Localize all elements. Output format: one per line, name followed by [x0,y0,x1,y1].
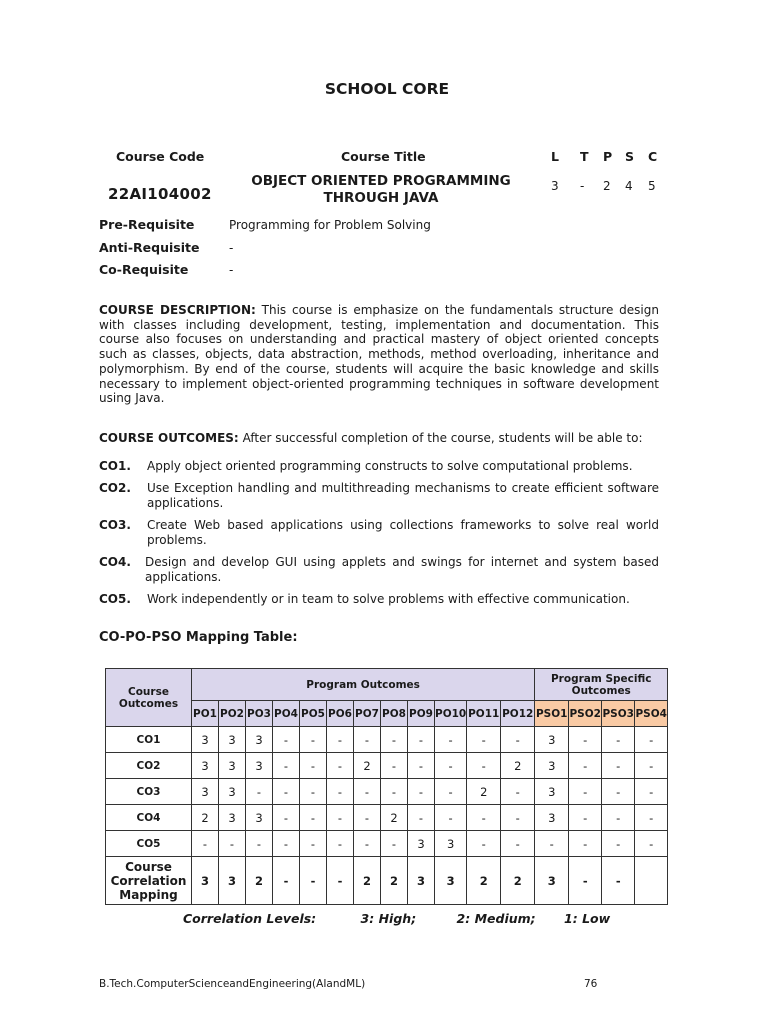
table-cell: - [354,727,381,753]
program-specific-outcomes-group-header: Program Specific Outcomes [535,669,668,701]
ltpsc-header-s: S [625,149,635,164]
course-code: 22AI104002 [108,185,212,203]
summary-row-label: Course Correlation Mapping [106,857,192,905]
table-cell: - [602,753,635,779]
table-cell: - [300,831,327,857]
ltpsc-value-s: 4 [625,179,633,193]
table-cell: 3 [535,753,569,779]
table-row [106,727,668,753]
co-po-pso-mapping-table [105,668,668,905]
table-cell: 3 [246,805,273,831]
ltpsc-value-c: 5 [648,179,656,193]
summary-cell: - [300,857,327,905]
outcome-id: CO2. [99,481,131,495]
table-cell: 2 [354,753,381,779]
summary-row [106,857,668,905]
summary-cell: 2 [501,857,535,905]
po-column-header: PO3 [246,701,273,727]
po-column-header: PO2 [219,701,246,727]
table-cell: - [327,727,354,753]
outcome-id: CO4. [99,555,131,569]
table-cell: 3 [535,779,569,805]
table-cell: - [435,779,467,805]
correlation-levels-label: Correlation Levels: [183,911,317,926]
table-cell: - [408,779,435,805]
table-cell: - [408,753,435,779]
course-title-line2: THROUGH JAVA [323,190,439,206]
table-cell: - [635,831,668,857]
table-cell: - [273,805,300,831]
table-cell: - [501,727,535,753]
table-cell: 3 [219,727,246,753]
outcome-text: Apply object oriented programming constructs to solve computational problems. [147,459,633,473]
table-cell: 3 [535,727,569,753]
antirequisite-label: Anti-Requisite [99,240,200,255]
table-cell: - [300,805,327,831]
table-cell: - [273,831,300,857]
pso-column-header: PSO3 [602,701,635,727]
table-cell: - [246,831,273,857]
table-cell: - [381,831,408,857]
row-label: CO4 [106,805,192,831]
table-cell: 3 [246,753,273,779]
summary-cell: 3 [435,857,467,905]
table-cell: - [467,831,501,857]
table-cell: - [327,779,354,805]
table-cell: - [381,779,408,805]
table-cell: - [219,831,246,857]
table-cell: - [354,805,381,831]
table-cell: 3 [219,753,246,779]
table-cell: 3 [192,753,219,779]
outcome-id: CO1. [99,459,131,473]
course-description-text: This course is emphasize on the fundamentals structure design with classes including development, testing, implementation and documentation. This course also focuses on understanding and practical mastery of object oriented concepts such as classes, objects, data abstraction, methods, method overloading, inheritance and polymorphism. By end of the course, students will acquire the basic knowledge and skills necessary to implement object-oriented programming techniques in software development using Java. [99,303,659,406]
table-cell: 2 [192,805,219,831]
summary-cell: 2 [246,857,273,905]
antirequisite-value: - [229,241,234,255]
table-cell: - [192,831,219,857]
table-cell: - [300,753,327,779]
table-cell: - [569,831,602,857]
ltpsc-header-t: T [580,149,589,164]
po-column-header: PO11 [467,701,501,727]
table-cell: - [602,727,635,753]
table-cell: - [467,753,501,779]
table-row [106,831,668,857]
po-column-header: PO10 [435,701,467,727]
summary-cell: - [569,857,602,905]
table-cell: - [635,727,668,753]
ltpsc-value-t: - [580,179,585,193]
footer-program-name: B.Tech.ComputerScienceandEngineering(AIandML) [99,978,366,990]
table-cell: 3 [219,779,246,805]
summary-cell: 3 [192,857,219,905]
table-cell: - [381,753,408,779]
course-title [232,173,530,207]
table-row [106,753,668,779]
table-cell: 3 [219,805,246,831]
summary-cell: 2 [381,857,408,905]
row-label: CO5 [106,831,192,857]
outcome-id: CO5. [99,592,131,606]
table-cell: 3 [408,831,435,857]
table-cell: - [327,805,354,831]
table-cell: - [273,779,300,805]
row-label: CO2 [106,753,192,779]
outcome-text: Design and develop GUI using applets and swings for internet and system based applications. [145,555,659,584]
po-column-header: PO1 [192,701,219,727]
corequisite-label: Co-Requisite [99,262,189,277]
table-cell: - [635,753,668,779]
prerequisite-label: Pre-Requisite [99,217,195,232]
summary-cell: 2 [467,857,501,905]
po-column-header: PO8 [381,701,408,727]
table-cell: - [602,779,635,805]
correlation-levels [183,911,610,926]
course-description [99,303,659,406]
outcome-text: Use Exception handling and multithreading mechanisms to create efficient software applications. [147,481,659,510]
table-cell: - [569,727,602,753]
corequisite-value: - [229,263,234,277]
prerequisite-value: Programming for Problem Solving [229,218,431,232]
pso-column-header: PSO2 [569,701,602,727]
outcome-text: Work independently or in team to solve problems with effective communication. [147,592,630,606]
po-column-header: PO6 [327,701,354,727]
table-cell: - [354,779,381,805]
course-title-header: Course Title [341,149,426,164]
table-row [106,805,668,831]
mapping-table-title: CO-PO-PSO Mapping Table: [99,630,298,645]
table-cell: 2 [501,753,535,779]
page-title: SCHOOL CORE [324,80,450,98]
table-cell: 2 [381,805,408,831]
table-cell: - [273,753,300,779]
summary-cell: - [602,857,635,905]
table-cell: - [602,831,635,857]
footer-page-number: 76 [584,978,598,990]
ltpsc-header-l: L [551,149,559,164]
table-cell: - [569,753,602,779]
correlation-level-medium: 2: Medium; [456,911,536,926]
course-description-label: COURSE DESCRIPTION: [99,303,256,317]
summary-cell: 3 [219,857,246,905]
table-cell: - [569,805,602,831]
ltpsc-value-p: 2 [603,179,611,193]
po-column-header: PO7 [354,701,381,727]
table-cell: 3 [192,779,219,805]
po-column-header: PO12 [501,701,535,727]
ltpsc-header-c: C [648,149,658,164]
table-cell: - [381,727,408,753]
po-column-header: PO4 [273,701,300,727]
correlation-level-high: 3: High; [360,911,417,926]
summary-cell: - [327,857,354,905]
table-cell: - [246,779,273,805]
table-cell: 3 [535,805,569,831]
table-cell: - [501,805,535,831]
summary-cell: - [273,857,300,905]
pso-column-header: PSO4 [635,701,668,727]
table-cell: - [435,753,467,779]
row-label: CO1 [106,727,192,753]
table-cell: 2 [467,779,501,805]
outcome-text: Create Web based applications using collections frameworks to solve real world problems. [147,518,659,547]
table-cell: - [535,831,569,857]
course-outcomes-intro: After successful completion of the course, students will be able to: [242,431,643,445]
table-cell: - [501,831,535,857]
course-outcomes-label: COURSE OUTCOMES: [99,431,239,445]
correlation-level-low: 1: Low [564,911,611,926]
table-cell: - [300,779,327,805]
summary-cell: 2 [354,857,381,905]
po-column-header: PO5 [300,701,327,727]
table-cell: - [354,831,381,857]
course-outcomes-heading [99,431,659,446]
row-label: CO3 [106,779,192,805]
table-row [106,779,668,805]
course-title-line1: OBJECT ORIENTED PROGRAMMING [251,173,511,189]
table-cell: - [467,727,501,753]
po-column-header: PO9 [408,701,435,727]
table-cell: - [501,779,535,805]
table-cell: - [408,727,435,753]
summary-cell: 3 [535,857,569,905]
pso-column-header: PSO1 [535,701,569,727]
table-cell: - [408,805,435,831]
table-cell: - [569,779,602,805]
ltpsc-value-l: 3 [551,179,559,193]
summary-cell: 3 [408,857,435,905]
table-cell: 3 [192,727,219,753]
table-cell: - [435,727,467,753]
ltpsc-header-p: P [603,149,613,164]
course-code-header: Course Code [116,149,205,164]
course-outcomes-column-header: Course Outcomes [106,669,192,727]
table-cell: - [300,727,327,753]
program-outcomes-group-header: Program Outcomes [192,669,535,701]
table-cell: - [635,805,668,831]
table-cell: - [327,831,354,857]
table-cell: - [273,727,300,753]
table-cell: - [602,805,635,831]
outcome-id: CO3. [99,518,131,532]
table-cell: - [635,779,668,805]
table-cell: - [467,805,501,831]
table-cell: - [327,753,354,779]
table-cell: - [435,805,467,831]
table-cell: 3 [246,727,273,753]
summary-cell [635,857,668,905]
table-cell: 3 [435,831,467,857]
